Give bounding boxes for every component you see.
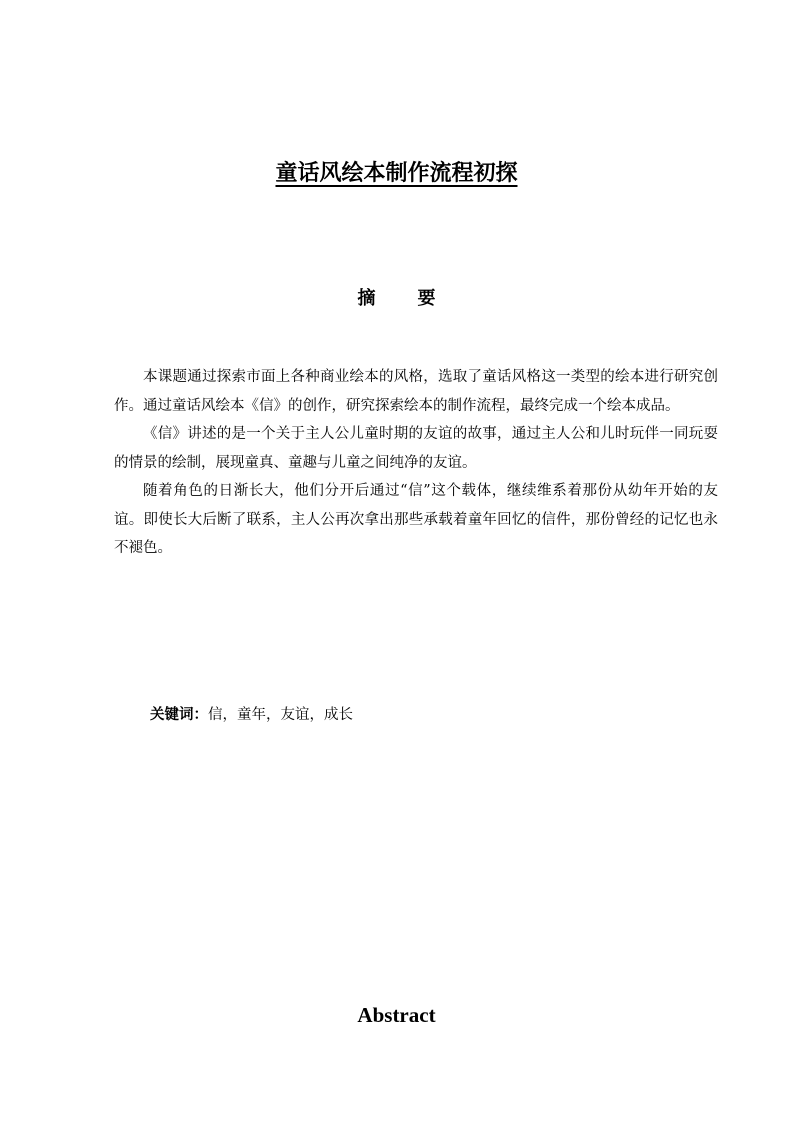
abstract-paragraph-1: 本课题通过探索市面上各种商业绘本的风格，选取了童话风格这一类型的绘本进行研究创作。通过童话风绘本《信》的创作，研究探索绘本的制作流程，最终完成一个绘本成品。 bbox=[114, 369, 718, 414]
abstract-heading-left: 摘 bbox=[357, 288, 376, 309]
abstract-paragraph-3: 随着角色的日渐长大，他们分开后通过“信”这个载体，继续维系着那份从幼年开始的友谊。即使长大后断了联系，主人公再次拿出那些承载着童年回忆的信件，那份曾经的记忆也永不褪色。 bbox=[114, 483, 718, 556]
paper-title bbox=[0, 158, 793, 190]
keywords-value: 信，童年，友谊，成长 bbox=[208, 707, 353, 723]
english-abstract-heading: Abstract bbox=[357, 1003, 436, 1027]
abstract-paragraph-2: 《信》讲述的是一个关于主人公儿童时期的友谊的故事，通过主人公和儿时玩伴一同玩耍的情景的绘制，展现童真、童趣与儿童之间纯净的友谊。 bbox=[114, 426, 718, 471]
abstract-body bbox=[114, 363, 718, 563]
keywords-label: 关键词： bbox=[150, 707, 208, 723]
keywords-line bbox=[150, 701, 353, 729]
paper-title-text: 童话风绘本制作流程初探 bbox=[275, 161, 518, 186]
abstract-heading bbox=[0, 285, 793, 313]
abstract-heading-right: 要 bbox=[417, 288, 436, 309]
